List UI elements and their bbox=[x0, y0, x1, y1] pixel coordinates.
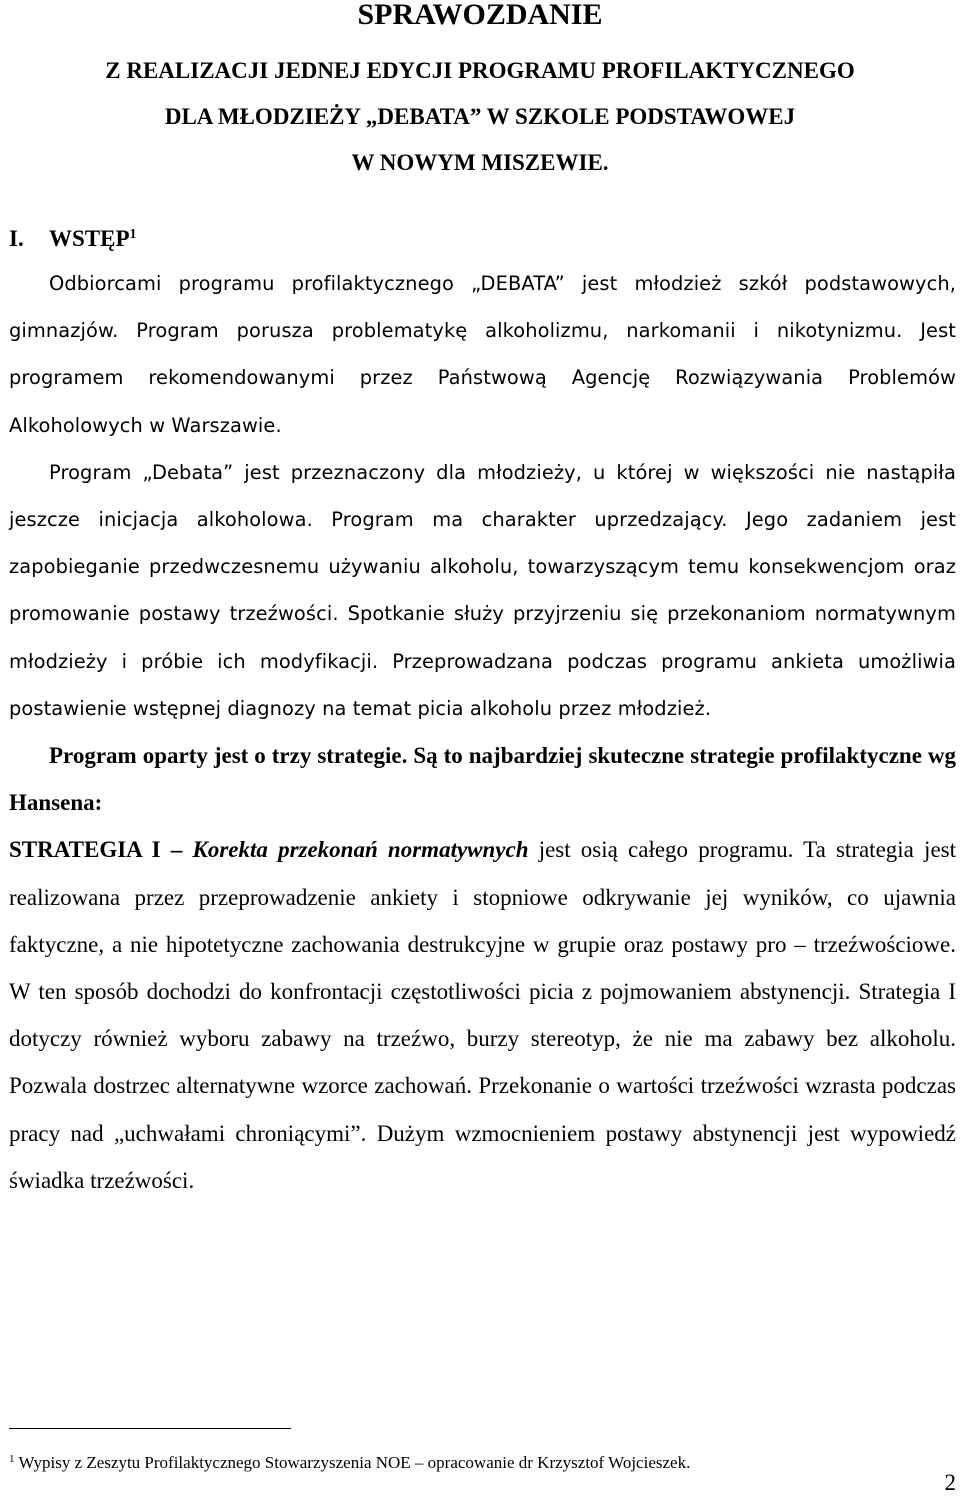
paragraph-strategy-1 bbox=[9, 826, 956, 1204]
section-number: I. bbox=[9, 226, 24, 251]
footnote bbox=[9, 1448, 690, 1474]
document-body bbox=[9, 260, 956, 1204]
footnote-separator bbox=[9, 1428, 291, 1429]
footnote-ref[interactable]: 1 bbox=[129, 227, 137, 242]
footnote-text: Wypisy z Zeszytu Profilaktycznego Stowarzyszenia NOE – opracowanie dr Krzysztof Wojcieszek. bbox=[18, 1453, 691, 1472]
report-title: SPRAWOZDANIE bbox=[357, 0, 603, 31]
paragraph-intro: Odbiorcami programu profilaktycznego „DEBATA” jest młodzież szkół podstawowych, gimnazjów. Program porusza problematykę alkoholizmu, narkomanii i nikotynizmu. Jest programem rekomendowanymi przez Państwową Agencję Rozwiązywania Problemów Alkoholowych w Warszawie. bbox=[9, 272, 956, 437]
paragraph-program-description: Program „Debata” jest przeznaczony dla młodzieży, u której w większości nie nastąpiła jeszcze inicjacja alkoholowa. Program ma charakter uprzedzający. Jego zadaniem jest zapobieganie przedwczesnemu używaniu alkoholu, towarzyszącym temu konsekwencjom oraz promowanie postawy trzeźwości. Spotkanie służy przyjrzeniu się przekonaniom normatywnym młodzieży i próbie ich modyfikacji. Przeprowadzana podczas programu ankieta umożliwia postawienie wstępnej diagnozy na temat picia alkoholu przez młodzież. bbox=[9, 460, 956, 720]
subtitle-line-2: DLA MŁODZIEŻY „DEBATA” W SZKOLE PODSTAWOWEJ bbox=[164, 104, 796, 129]
report-subtitle bbox=[0, 48, 960, 186]
footnote-number: 1 bbox=[9, 1453, 15, 1465]
paragraph-strategies-intro: Program oparty jest o trzy strategie. Są to najbardziej skuteczne strategie profilaktyczne wg Hansena: bbox=[9, 743, 956, 816]
strategy-label: STRATEGIA I – bbox=[9, 837, 193, 863]
subtitle-line-1: Z REALIZACJI JEDNEJ EDYCJI PROGRAMU PROFILAKTYCZNEGO bbox=[105, 58, 855, 83]
section-title: WSTĘP bbox=[49, 226, 130, 251]
strategy-description: jest osią całego programu. Ta strategia jest realizowana przez przeprowadzenie ankiety i stopniowe odkrywanie jej wyników, co ujawnia faktyczne, a nie hipotetyczne zachowania destrukcyjne w grupie oraz postawy pro – trzeźwościowe. W ten sposób dochodzi do konfrontacji częstotliwości picia z pojmowaniem abstynencji. Strategia I dotyczy również wyboru zabawy na trzeźwo, burzy stereotyp, że nie ma zabawy bez alkoholu. Pozwala dostrzec alternatywne wzorce zachowań. Przekonanie o wartości trzeźwości wzrasta podczas pracy nad „uchwałami chroniącymi”. Dużym wzmocnieniem postawy abstynencji jest wypowiedź świadka trzeźwości. bbox=[9, 837, 956, 1193]
subtitle-line-3: W NOWYM MISZEWIE. bbox=[351, 150, 609, 175]
strategy-name: Korekta przekonań normatywnych bbox=[192, 837, 529, 863]
section-heading bbox=[9, 220, 137, 254]
page-number: 2 bbox=[944, 1470, 956, 1495]
